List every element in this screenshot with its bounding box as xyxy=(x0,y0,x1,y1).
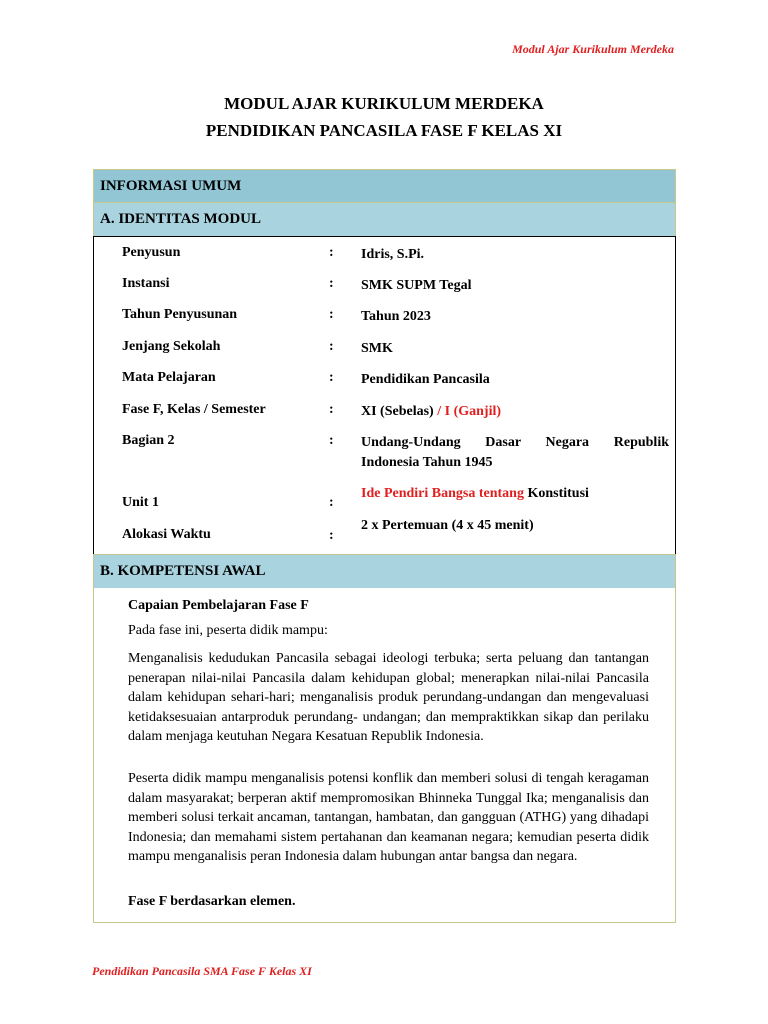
row-colon: : xyxy=(329,402,334,417)
row-value xyxy=(361,433,669,473)
value-line: Indonesia Tahun 1945 xyxy=(361,455,493,470)
value-red: Ide Pendiri Bangsa tentang xyxy=(361,486,524,501)
row-colon: : xyxy=(329,339,334,354)
row-colon: : xyxy=(329,528,334,543)
value-red: / I (Ganjil) xyxy=(433,404,502,419)
value-black: XI (Sebelas) xyxy=(361,404,434,419)
section-heading: INFORMASI UMUM xyxy=(100,177,242,194)
section-identitas-modul xyxy=(93,202,676,237)
document-title: MODUL AJAR KURIKULUM MERDEKA xyxy=(224,94,544,113)
row-value xyxy=(361,484,669,504)
row-label: Penyusun xyxy=(122,245,181,260)
capaian-intro: Pada fase ini, peserta didik mampu: xyxy=(128,623,328,638)
section-heading: B. KOMPETENSI AWAL xyxy=(100,563,266,579)
fase-f-elemen: Fase F berdasarkan elemen. xyxy=(128,894,296,909)
identity-table xyxy=(93,236,676,555)
row-label: Mata Pelajaran xyxy=(122,370,216,385)
row-value: Idris, S.Pi. xyxy=(361,247,425,262)
row-colon: : xyxy=(329,307,334,322)
section-kompetensi-awal xyxy=(93,554,676,589)
row-label: Fase F, Kelas / Semester xyxy=(122,402,266,417)
row-label: Jenjang Sekolah xyxy=(122,339,221,354)
row-value: SMK xyxy=(361,341,393,356)
row-value: Tahun 2023 xyxy=(361,309,431,324)
row-label: Alokasi Waktu xyxy=(122,527,211,542)
row-colon: : xyxy=(329,245,334,260)
row-label: Unit 1 xyxy=(122,495,159,510)
row-value: SMK SUPM Tegal xyxy=(361,278,472,293)
section-heading: A. IDENTITAS MODUL xyxy=(100,211,261,227)
running-header: Modul Ajar Kurikulum Merdeka xyxy=(512,42,674,56)
capaian-title: Capaian Pembelajaran Fase F xyxy=(128,598,309,613)
value-line: Undang-Undang Dasar Negara Republik xyxy=(361,435,669,450)
row-value: Pendidikan Pancasila xyxy=(361,372,490,387)
row-colon: : xyxy=(329,433,334,448)
capaian-paragraph-1: Menganalisis kedudukan Pancasila sebagai ideologi terbuka; serta peluang dan tantangan penerapan nilai-nilai Pancasila dalam kehidupan global; menerapkan nilai-nilai Pancasila dalam kehidupan sehari-hari; menganalisis produk perundang-undangan dan mengevaluasi ketidaksesuaian antarproduk perundang- undangan; dan mempraktikkan sikap dan perilaku dalam menjaga keutuhan Negara Kesatuan Republik Indonesia. xyxy=(128,651,649,744)
row-colon: : xyxy=(329,370,334,385)
capaian-paragraph-2: Peserta didik mampu menganalisis potensi konflik dan memberi solusi di tengah keragaman dalam masyarakat; berperan aktif mempromosikan Bhinneka Tunggal Ika; menganalisis dan memberi solusi terkait ancaman, tantangan, hambatan, dan gangguan (ATHG) yang dihadapi Indonesia; dan memahami sistem pertahanan dan keamanan negara; kemudian peserta didik mampu menganalisis peran Indonesia dalam hubungan antar bangsa dan negara. xyxy=(128,771,649,864)
section-informasi-umum xyxy=(93,169,676,203)
row-label: Instansi xyxy=(122,276,170,291)
value-black: Konstitusi xyxy=(523,486,589,501)
row-label: Bagian 2 xyxy=(122,433,175,448)
row-label: Tahun Penyusunan xyxy=(122,307,238,322)
row-value xyxy=(361,402,669,422)
document-subtitle: PENDIDIKAN PANCASILA FASE F KELAS XI xyxy=(205,121,563,140)
row-value: 2 x Pertemuan (4 x 45 menit) xyxy=(361,518,534,533)
kompetensi-content xyxy=(93,588,676,923)
row-colon: : xyxy=(329,495,334,510)
row-colon: : xyxy=(329,276,334,291)
running-footer: Pendidikan Pancasila SMA Fase F Kelas XI xyxy=(92,964,312,978)
